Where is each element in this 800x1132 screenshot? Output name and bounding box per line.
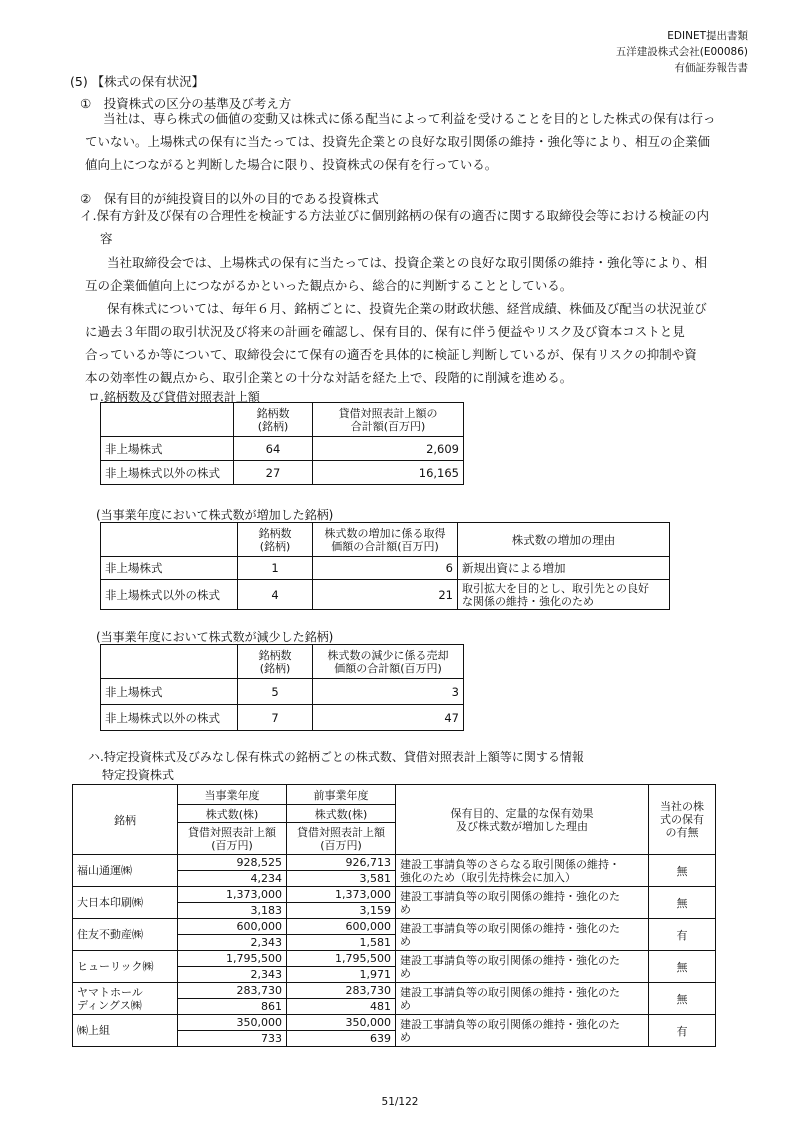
item1-line-3: 値向上につながると判断した場合に限り、投資株式の保有を行っている。 [85,157,498,172]
table-row [101,461,464,485]
table-cell [101,523,238,557]
table-ro-caption: ロ.銘柄数及び貸借対照表計上額 [88,390,260,404]
item2-para-1 [85,251,775,297]
row-cur-shares: 1,795,500 [178,951,287,967]
row-label: 非上場株式以外の株式 [101,461,234,485]
row-reason: 取引拡大を目的とし、取引先との良好 な関係の維持・強化のため [458,580,670,610]
row-prev-shares: 283,730 [287,983,396,999]
row-purpose: 建設工事請負等の取引関係の維持・強化のた め [396,983,649,1015]
table-row [73,919,716,935]
row-count: 27 [234,461,313,485]
row-name: 福山通運㈱ [73,855,178,887]
table-row [101,705,464,731]
table-specific [72,784,716,1047]
row-cur-bs: 733 [178,1031,287,1047]
table-row [101,580,670,610]
header-prev-bs: 貸借対照表計上額 (百万円) [287,823,396,855]
table-ro-header [101,403,464,437]
table-dec-header [101,645,464,679]
row-cur-bs: 2,343 [178,967,287,983]
item2-para2-line-3: 合っているか等について、取締役会にて保有の適否を具体的に検証し判断しているが、保有リスクの抑制や資 [85,347,697,362]
row-mutual: 無 [649,983,716,1015]
row-label: 非上場株式以外の株式 [101,705,238,731]
item2-para-2 [85,297,775,389]
table-inc-col-amount: 株式数の増加に係る取得 価額の合計額(百万円) [313,523,458,557]
row-mutual: 有 [649,1015,716,1047]
row-amount: 21 [313,580,458,610]
row-prev-bs: 3,581 [287,871,396,887]
row-purpose: 建設工事請負等の取引関係の維持・強化のた め [396,1015,649,1047]
row-name: 大日本印刷㈱ [73,887,178,919]
item2-para1-line-1: 当社取締役会では、上場株式の保有に当たっては、投資企業との良好な取引関係の維持・強化等により、相 [107,255,708,270]
row-cur-shares: 1,373,000 [178,887,287,903]
row-mutual: 無 [649,951,716,983]
row-prev-bs: 639 [287,1031,396,1047]
row-label: 非上場株式 [101,437,234,461]
row-mutual: 無 [649,855,716,887]
section-title: (5) 【株式の保有状況】 [70,74,205,89]
table-ro-col-count: 銘柄数 (銘柄) [234,403,313,437]
item1-heading: ① 投資株式の区分の基準及び考え方 [80,96,292,111]
header-purpose: 保有目的、定量的な保有効果 及び株式数が増加した理由 [396,785,649,855]
row-prev-shares: 600,000 [287,919,396,935]
row-label: 非上場株式 [101,679,238,705]
item2-sub-i-line-2: 容 [100,231,113,246]
item2-para2-line-1: 保有株式については、毎年６月、銘柄ごとに、投資先企業の財政状態、経営成績、株価及び配当の状況並び [107,301,707,316]
table-ro-col-amount: 貸借対照表計上額の 合計額(百万円) [313,403,464,437]
header-brand: 銘柄 [73,785,178,855]
header-line-1: EDINET提出書類 [667,30,748,42]
row-reason: 新規出資による増加 [458,557,670,580]
table-inc-col-count: 銘柄数 (銘柄) [238,523,313,557]
row-count: 64 [234,437,313,461]
header-line-2: 五洋建設株式会社(E00086) [615,46,748,58]
table-inc-col-reason: 株式数の増加の理由 [458,523,670,557]
row-count: 1 [238,557,313,580]
header-previous-year: 前事業年度 [287,785,396,805]
table-cell [101,645,238,679]
row-count: 5 [238,679,313,705]
item1-line-1: 当社は、専ら株式の価値の変動又は株式に係る配当によって利益を受けることを目的とした株式の保有は行っ [103,111,716,126]
row-prev-shares: 1,795,500 [287,951,396,967]
row-amount: 16,165 [313,461,464,485]
table-row [101,437,464,461]
item2-para2-line-4: 本の効率性の観点から、取引企業との十分な対話を経た上で、段階的に削減を進める。 [85,370,573,385]
table-row [73,983,716,999]
item1-line-2: ていない。上場株式の保有に当たっては、投資先企業との良好な取引関係の維持・強化等により、相互の企業価 [85,134,711,149]
table-row [73,951,716,967]
table-specific-header-1 [73,785,716,805]
row-cur-shares: 283,730 [178,983,287,999]
header-cur-shares: 株式数(株) [178,805,287,823]
row-mutual: 有 [649,919,716,951]
table-row [73,1015,716,1031]
row-cur-shares: 928,525 [178,855,287,871]
row-purpose: 建設工事請負等の取引関係の維持・強化のた め [396,919,649,951]
page-number: 51/122 [381,1096,419,1108]
row-purpose: 建設工事請負等のさらなる取引関係の維持・ 強化のため（取引先持株会に加入） [396,855,649,887]
row-prev-bs: 1,971 [287,967,396,983]
table-dec-caption: (当事業年度において株式数が減少した銘柄) [96,630,334,644]
item2-sub-i [80,204,770,250]
row-prev-shares: 1,373,000 [287,887,396,903]
row-cur-shares: 600,000 [178,919,287,935]
row-cur-bs: 4,234 [178,871,287,887]
row-count: 4 [238,580,313,610]
table-row [101,679,464,705]
item1-body [85,107,765,176]
item2-heading: ② 保有目的が純投資目的以外の目的である投資株式 [80,191,379,206]
row-cur-bs: 2,343 [178,935,287,951]
table-ro [100,402,464,485]
document-header [616,28,748,76]
table-dec-col-amount: 株式数の減少に係る売却 価額の合計額(百万円) [313,645,464,679]
table-inc-caption: (当事業年度において株式数が増加した銘柄) [96,508,334,522]
table-cell [101,403,234,437]
row-prev-shares: 350,000 [287,1015,396,1031]
header-current-year: 当事業年度 [178,785,287,805]
table-specific-subcaption: 特定投資株式 [102,768,175,782]
row-prev-bs: 1,581 [287,935,396,951]
row-amount: 47 [313,705,464,731]
item2-para1-line-2: 互の企業価値向上につながるかといった観点から、総合的に判断することとしている。 [85,278,573,293]
table-row [101,557,670,580]
table-row [73,887,716,903]
item2-para2-line-2: に過去３年間の取引状況及び将来の計画を確認し、保有目的、保有に伴う便益やリスク及び資本コストと見 [85,324,685,339]
row-count: 7 [238,705,313,731]
row-label: 非上場株式 [101,557,238,580]
table-dec-col-count: 銘柄数 (銘柄) [238,645,313,679]
row-name: ㈱上組 [73,1015,178,1047]
row-mutual: 無 [649,887,716,919]
table-inc-header [101,523,670,557]
row-cur-bs: 861 [178,999,287,1015]
header-mutual-holding: 当社の株 式の保有 の有無 [649,785,716,855]
row-label: 非上場株式以外の株式 [101,580,238,610]
header-prev-shares: 株式数(株) [287,805,396,823]
header-line-3: 有価証券報告書 [674,62,748,74]
row-purpose: 建設工事請負等の取引関係の維持・強化のた め [396,951,649,983]
row-amount: 3 [313,679,464,705]
row-prev-bs: 481 [287,999,396,1015]
row-name: ヒューリック㈱ [73,951,178,983]
row-cur-bs: 3,183 [178,903,287,919]
row-prev-bs: 3,159 [287,903,396,919]
row-cur-shares: 350,000 [178,1015,287,1031]
row-name: ヤマトホール ディングス㈱ [73,983,178,1015]
row-purpose: 建設工事請負等の取引関係の維持・強化のた め [396,887,649,919]
table-increase [100,522,670,610]
table-specific-caption: ハ.特定投資株式及びみなし保有株式の銘柄ごとの株式数、貸借対照表計上額等に関する情報 [88,750,584,764]
row-amount: 2,609 [313,437,464,461]
item2-sub-i-line-1: イ.保有方針及び保有の合理性を検証する方法並びに個別銘柄の保有の適否に関する取締役会等における検証の内 [80,208,709,223]
table-row [73,855,716,871]
row-amount: 6 [313,557,458,580]
table-decrease [100,644,464,731]
row-prev-shares: 926,713 [287,855,396,871]
header-cur-bs: 貸借対照表計上額 (百万円) [178,823,287,855]
row-name: 住友不動産㈱ [73,919,178,951]
